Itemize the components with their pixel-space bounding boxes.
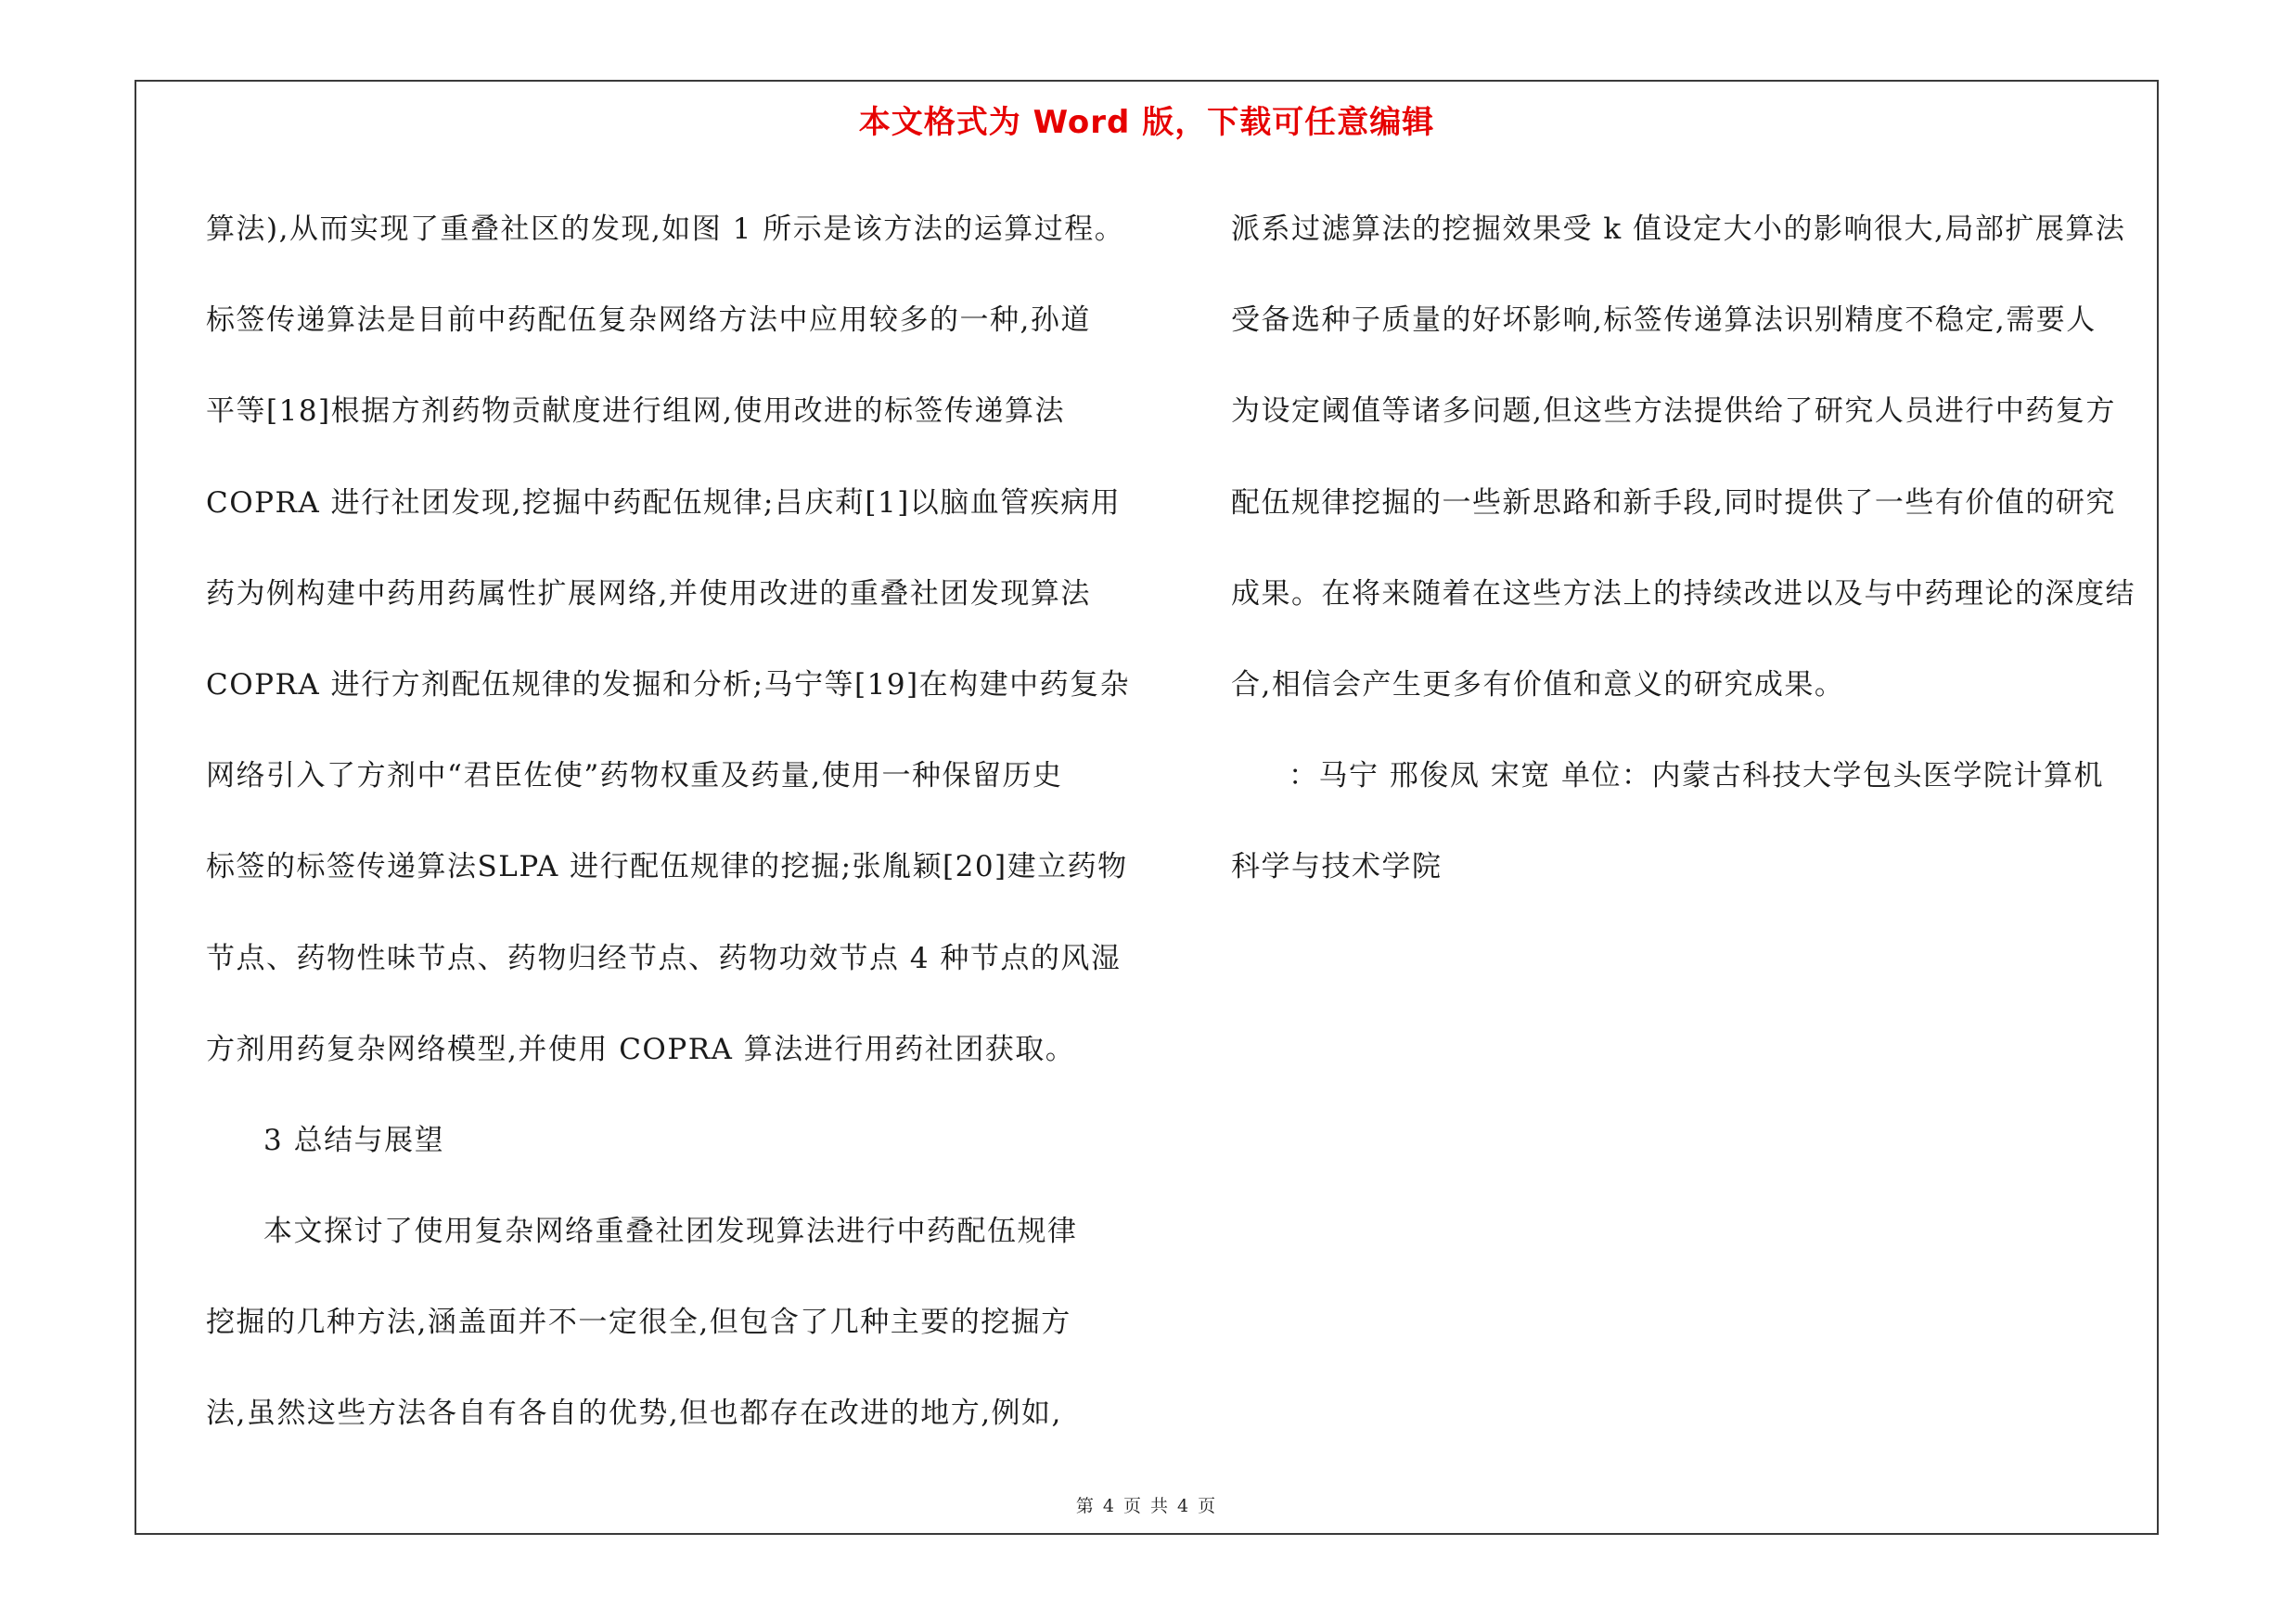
text-line: 药为例构建中药用药属性扩展网络,并使用改进的重叠社团发现算法 xyxy=(206,576,1091,611)
right-column xyxy=(1231,184,2149,913)
text-line: 节点、药物性味节点、药物归经节点、药物功效节点 4 种节点的风湿 xyxy=(206,941,1122,975)
text-line: 方剂用药复杂网络模型,并使用 COPRA 算法进行用药社团获取。 xyxy=(206,1032,1076,1066)
header-banner: 本文格式为 Word 版，下载可任意编辑 xyxy=(858,104,1435,141)
text-line: 算法),从而实现了重叠社区的发现,如图 1 所示是该方法的运算过程。 xyxy=(206,213,1125,246)
page-frame xyxy=(135,80,2159,1535)
author-line: ：马宁 邢俊凤 宋宽 单位：内蒙古科技大学包头医学院计算机 xyxy=(1289,759,2105,793)
section-heading: 3 总结与展望 xyxy=(263,1123,445,1157)
text-line: COPRA 进行社团发现,挖掘中药配伍规律;吕庆莉[1]以脑血管疾病用 xyxy=(206,485,1122,520)
text-line: 配伍规律挖掘的一些新思路和新手段,同时提供了一些有价值的研究 xyxy=(1231,485,2116,520)
text-line: 为设定阈值等诸多问题,但这些方法提供给了研究人员进行中药复方 xyxy=(1231,394,2116,429)
text-line: 标签传递算法是目前中药配伍复杂网络方法中应用较多的一种,孙道 xyxy=(206,303,1091,338)
author-line: 科学与技术学院 xyxy=(1231,850,1443,884)
left-column xyxy=(206,184,1143,1460)
page-footer: 第 4 页 共 4 页 xyxy=(1075,1496,1218,1516)
text-line: 标签的标签传递算法SLPA 进行配伍规律的挖掘;张胤颖[20]建立药物 xyxy=(206,850,1128,884)
text-line: 本文探讨了使用复杂网络重叠社团发现算法进行中药配伍规律 xyxy=(263,1215,1078,1249)
text-line: 挖掘的几种方法,涵盖面并不一定很全,但包含了几种主要的挖掘方 xyxy=(206,1306,1071,1340)
text-line: 受备选种子质量的好坏影响,标签传递算法识别精度不稳定,需要人 xyxy=(1231,303,2097,338)
text-line: 法,虽然这些方法各自有各自的优势,但也都存在改进的地方,例如, xyxy=(206,1397,1062,1431)
text-line: 合,相信会产生更多有价值和意义的研究成果。 xyxy=(1231,667,1845,702)
text-line: COPRA 进行方剂配伍规律的发掘和分析;马宁等[19]在构建中药复杂 xyxy=(206,667,1131,702)
text-line: 成果。在将来随着在这些方法上的持续改进以及与中药理论的深度结 xyxy=(1231,576,2136,611)
text-line: 平等[18]根据方剂药物贡献度进行组网,使用改进的标签传递算法 xyxy=(206,394,1065,429)
text-line: 派系过滤算法的挖掘效果受 k 值设定大小的影响很大,局部扩展算法 xyxy=(1231,213,2126,246)
text-line: 网络引入了方剂中“君臣佐使”药物权重及药量,使用一种保留历史 xyxy=(206,759,1063,793)
